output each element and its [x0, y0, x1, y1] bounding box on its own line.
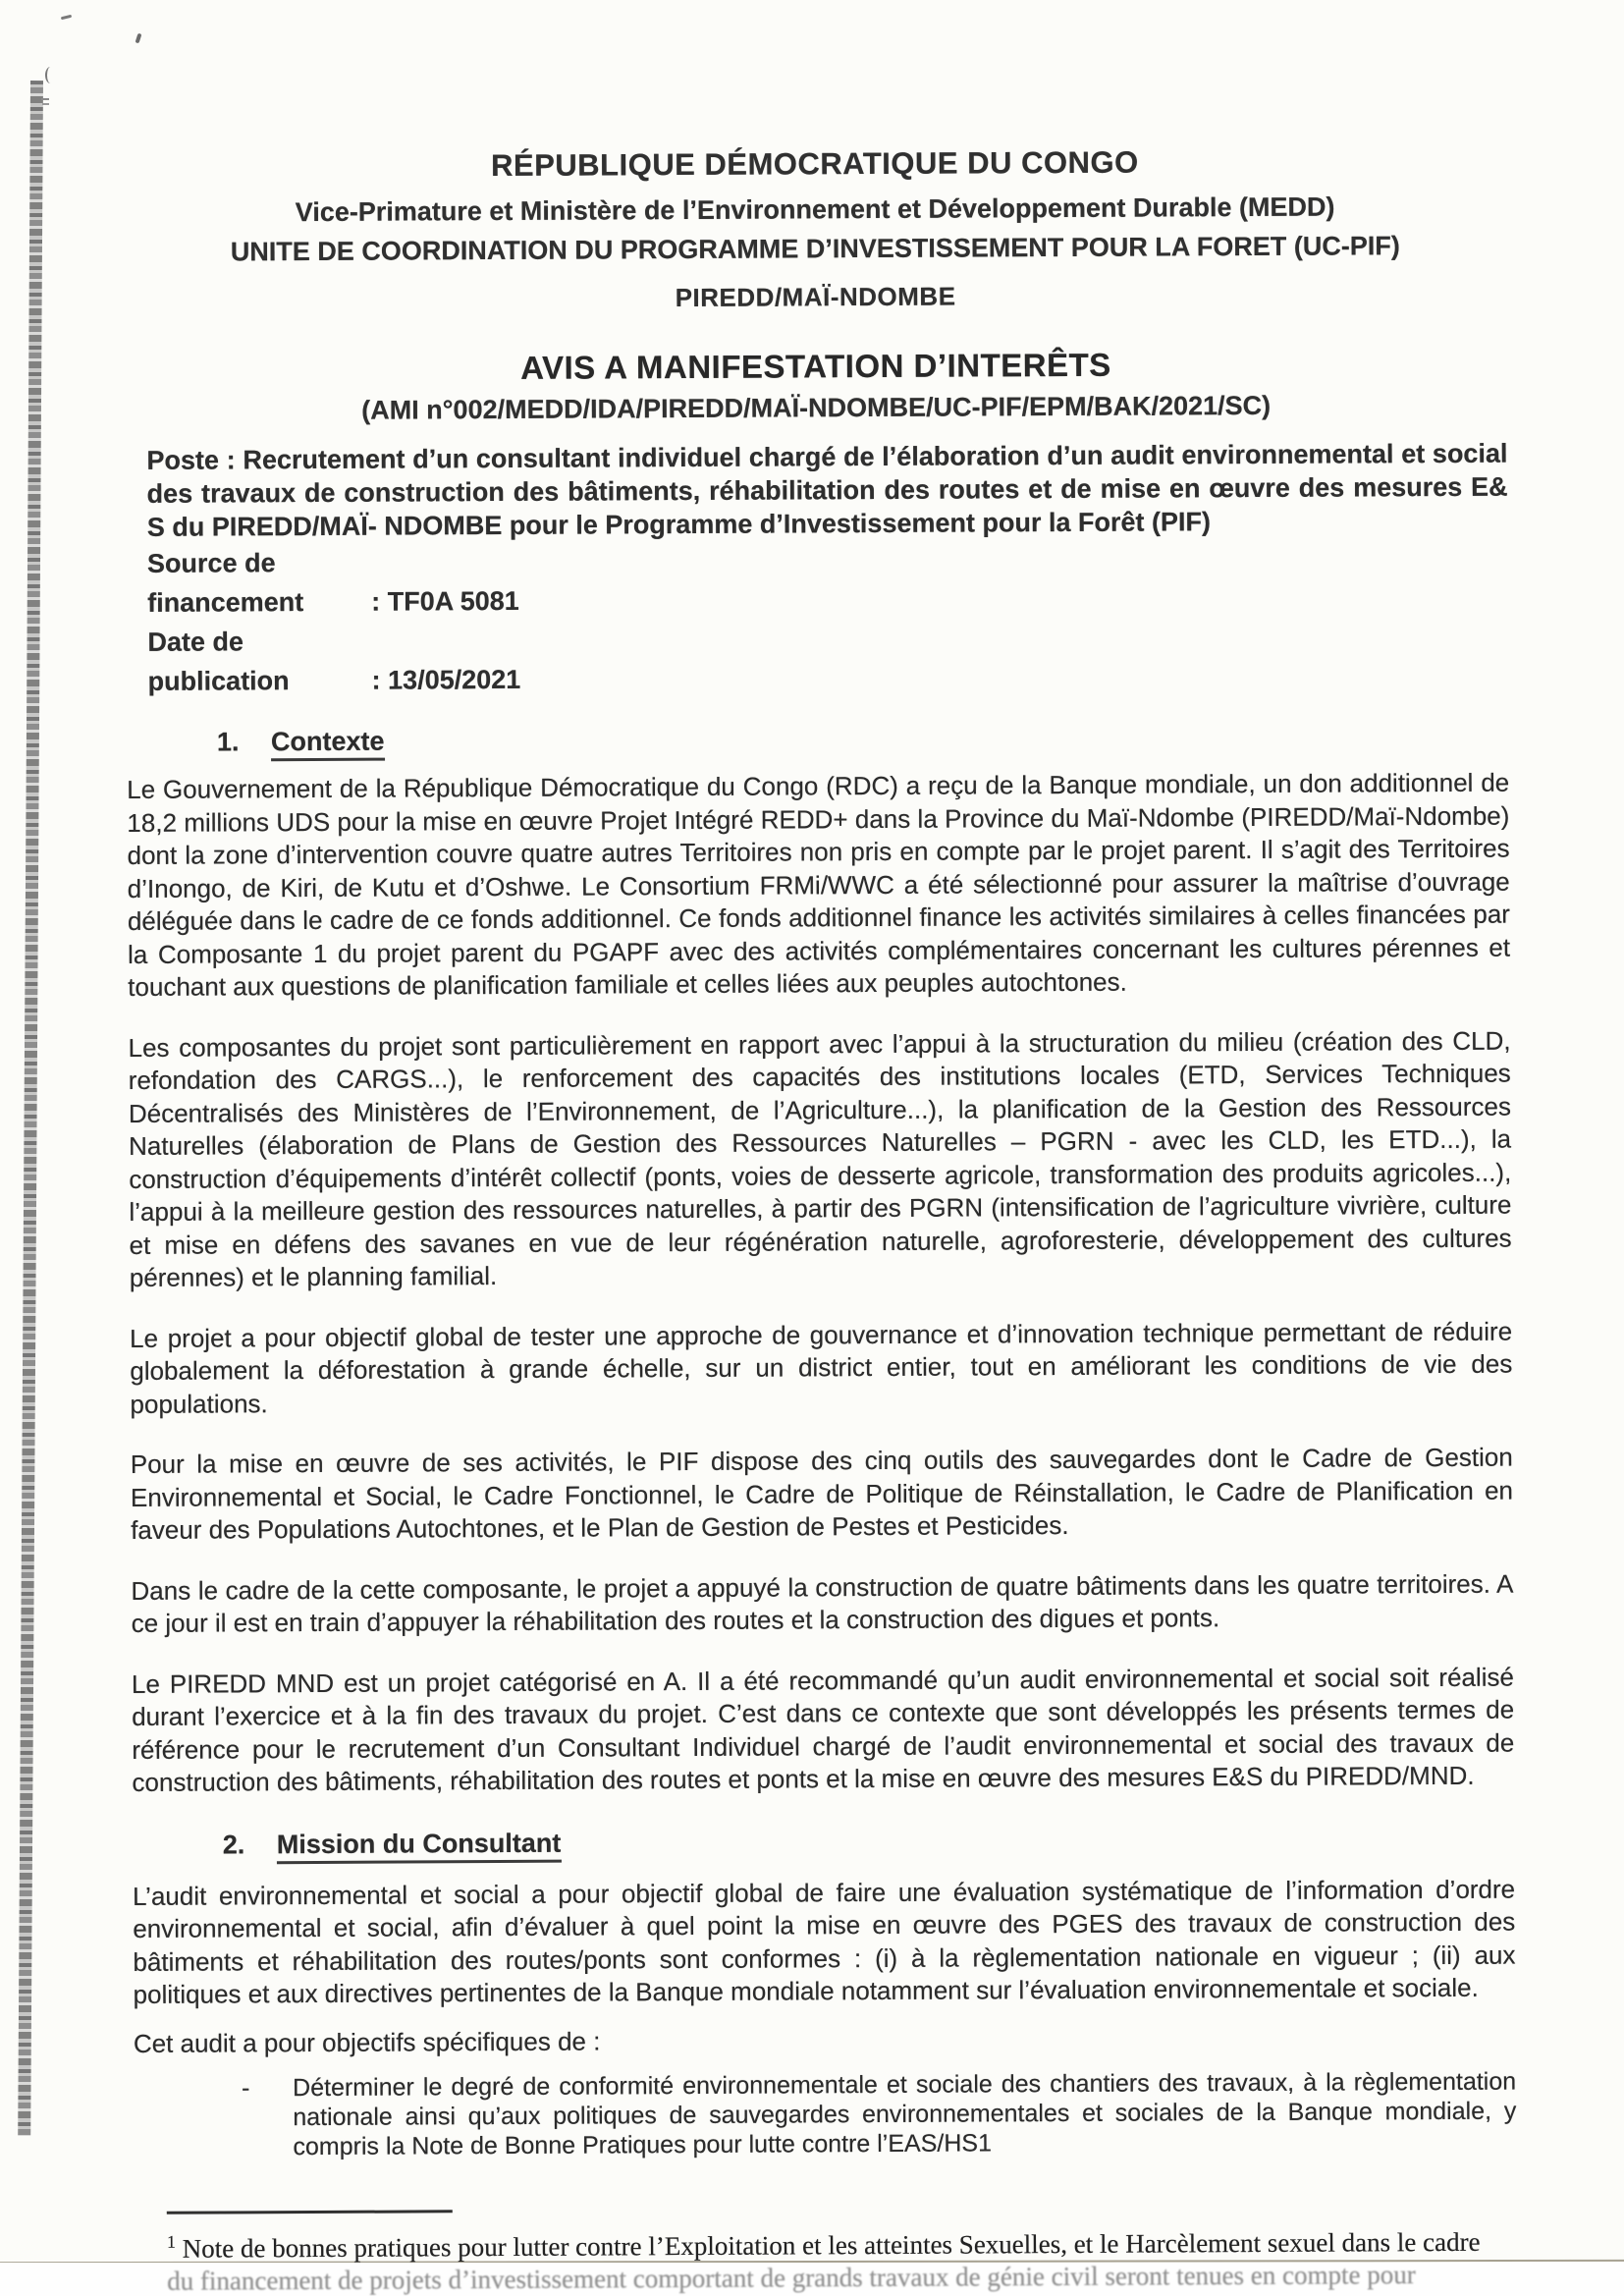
- ministry-line: Vice-Primature et Ministère de l’Environnement et Développement Durable (MEDD): [295, 191, 1335, 228]
- footnote-line-2: du financement de projets d’investissement comportant de grands travaux de génie civil seront tenues en compte pour: [167, 2260, 1416, 2296]
- bullet-dash: -: [242, 2074, 250, 2103]
- funding-source-label: Source de financement: [146, 548, 304, 618]
- scan-binding-strip: [18, 81, 43, 2136]
- scan-speck: [42, 103, 49, 105]
- objective-bullet-text: Déterminer le degré de conformité environnementale et sociale des chantiers des travaux, à la règlementation nationale ainsi qu’aux politiques de sauvegardes environnementales et sociales de la Banque mondiale, y compris la Note de Bonne Pratiques pour lutte contre l’EAS/HS1: [293, 2067, 1517, 2161]
- scan-speck: [41, 98, 49, 100]
- context-paragraph-1: Le Gouvernement de la République Démocratique du Congo (RDC) a reçu de la Banque mondiale, un don additionnel de 18,2 millions UDS pour la mise en œuvre Projet Intégré REDD+ dans la Province du Maï-Ndombe (PIREDD/Maï-Ndombe) dont la zone d’intervention couvre quatre autres Territoires non pris en compte par le projet parent. Il s’agit des Territoires d’Inongo, de Kiri, de Kutu et d’Oshwe. Le Consortium FRMi/WWC a été sélectionné pour assurer la maîtrise d’ouvrage déléguée dans le cadre de ce fonds additionnel. Ce fonds additionnel finance les activités similaires à celles financées par la Composante 1 du projet parent du PGAPF avec des activités complémentaires concernant les cultures pérennes et touchant aux questions de planification familiale et celles liées aux peuples autochtones.: [127, 767, 1511, 1002]
- section-1-heading: [217, 720, 1509, 758]
- footnote-marker: 1: [166, 2231, 177, 2252]
- notice-title: AVIS A MANIFESTATION D’INTERÊTS: [520, 346, 1111, 386]
- letterhead: [124, 142, 1507, 316]
- footnote-separator: [167, 2210, 453, 2214]
- footnote-line-1: Note de bonnes pratiques pour lutter contre l’Exploitation et les atteintes Sexuelles, et le Harcèlement sexuel dans le cadre: [175, 2226, 1481, 2264]
- publication-date-label: Date de publication: [147, 627, 290, 696]
- context-paragraph-5: Dans le cadre de la cette composante, le projet a appuyé la construction de quatre bâtiments dans les quatre territoires. A ce jour il est en train d’appuyer la réhabilitation des routes et la construction des digues et ponts.: [131, 1568, 1514, 1638]
- publication-date-value: : 13/05/2021: [371, 664, 521, 695]
- footnote: [167, 2219, 1517, 2296]
- mission-paragraph-1: L’audit environnemental et social a pour objectif global de faire une évaluation systématique de l’information d’ordre environnemental et social, afin d’évaluer à quel point la mise en œuvre des PGES des travaux de construction des bâtiments et réhabilitation des routes/ponts sont conformes : (i) à la règlementation nationale en vigueur ; (ii) aux politiques et aux directives pertinentes de la Banque mondiale notamment sur l’évaluation environnementale et sociale.: [133, 1874, 1516, 2009]
- poste-paragraph: Poste : Recrutement d’un consultant individuel chargé de l’élaboration d’un audit environnemental et social des travaux de construction des bâtiments, réhabilitation des routes et de mise en œuvre des mesures E& S du PIREDD/MAÏ- NDOMBE pour le Programme d’Investissement pour la Forêt (PIF): [146, 438, 1508, 542]
- publication-date-row: [147, 616, 1508, 701]
- scan-speck: [61, 15, 72, 21]
- context-paragraph-2: Les composantes du projet sont particulièrement en rapport avec l’appui à la structuration du milieu (création des CLD, refondation des CARGS...), le renforcement des capacités des institutions locales (ETD, Services Techniques Décentralisés des Ministères de l’Environnement, de l’Agriculture...), la planification de la Gestion des Ressources Naturelles (élaboration de Plans de Gestion des Ressources Naturelles – PGRN - avec les CLD, les ETD...), la construction d’équipements d’intérêt collectif (ponts, voies de desserte agricole, transformation des produits agricoles...), l’appui à la meilleure gestion des ressources naturelles, à partir des PGRN (intensification de l’agriculture vivrière, culture et mise en défens des savanes en vue de leur régénération naturelle, agroforesterie, développement des cultures pérennes) et le planning familial.: [128, 1025, 1512, 1292]
- notice-reference: (AMI n°002/MEDD/IDA/PIREDD/MAÏ-NDOMBE/UC-PIF/EPM/BAK/2021/SC): [361, 390, 1272, 425]
- context-paragraph-6: Le PIREDD MND est un projet catégorisé en A. Il a été recommandé qu’un audit environnemental et social soit réalisé durant l’exercice et à la fin des travaux du projet. C’est dans ce contexte que sont développés les présents termes de référence pour le recrutement d’un Consultant Individuel chargé de l’audit environnemental et social des travaux de construction des bâtiments, réhabilitation des routes et ponts et la mise en œuvre des mesures E&S du PIREDD/MND.: [131, 1662, 1515, 1797]
- funding-source-row: [147, 537, 1508, 623]
- mission-objectives-intro: Cet audit a pour objectifs spécifiques de :: [133, 2025, 601, 2058]
- funding-source-value: : TF0A 5081: [371, 585, 519, 617]
- scan-speck: [45, 67, 54, 83]
- section-2-title: Mission du Consultant: [277, 1828, 562, 1864]
- notice-meta-block: [146, 437, 1508, 701]
- section-2-number: 2.: [222, 1829, 245, 1859]
- section-1-title: Contexte: [271, 727, 385, 762]
- context-paragraph-3: Le projet a pour objectif global de tester une approche de gouvernance et d’innovation technique permettant de réduire globalement la déforestation à grande échelle, sur un district entier, tout en améliorant les conditions de vie des populations.: [130, 1316, 1513, 1419]
- country-title: RÉPUBLIQUE DÉMOCRATIQUE DU CONGO: [491, 144, 1139, 184]
- objective-bullet-item: [242, 2067, 1516, 2162]
- document-content: [123, 0, 1517, 2296]
- coordination-unit-line: UNITE DE COORDINATION DU PROGRAMME D’INVESTISSEMENT POUR LA FORET (UC-PIF): [230, 231, 1400, 267]
- section-1-number: 1.: [216, 727, 240, 757]
- context-paragraph-4: Pour la mise en œuvre de ses activités, le PIF dispose des cinq outils des sauvegardes dont le Cadre de Gestion Environnemental et Social, le Cadre Fonctionnel, le Cadre de Politique de Réinstallation, le Cadre de Planification en faveur des Populations Autochtones, et le Plan de Gestion de Pestes et Pesticides.: [130, 1442, 1514, 1545]
- program-line: PIREDD/MAÏ-NDOMBE: [675, 281, 956, 313]
- section-2-heading: [223, 1822, 1515, 1860]
